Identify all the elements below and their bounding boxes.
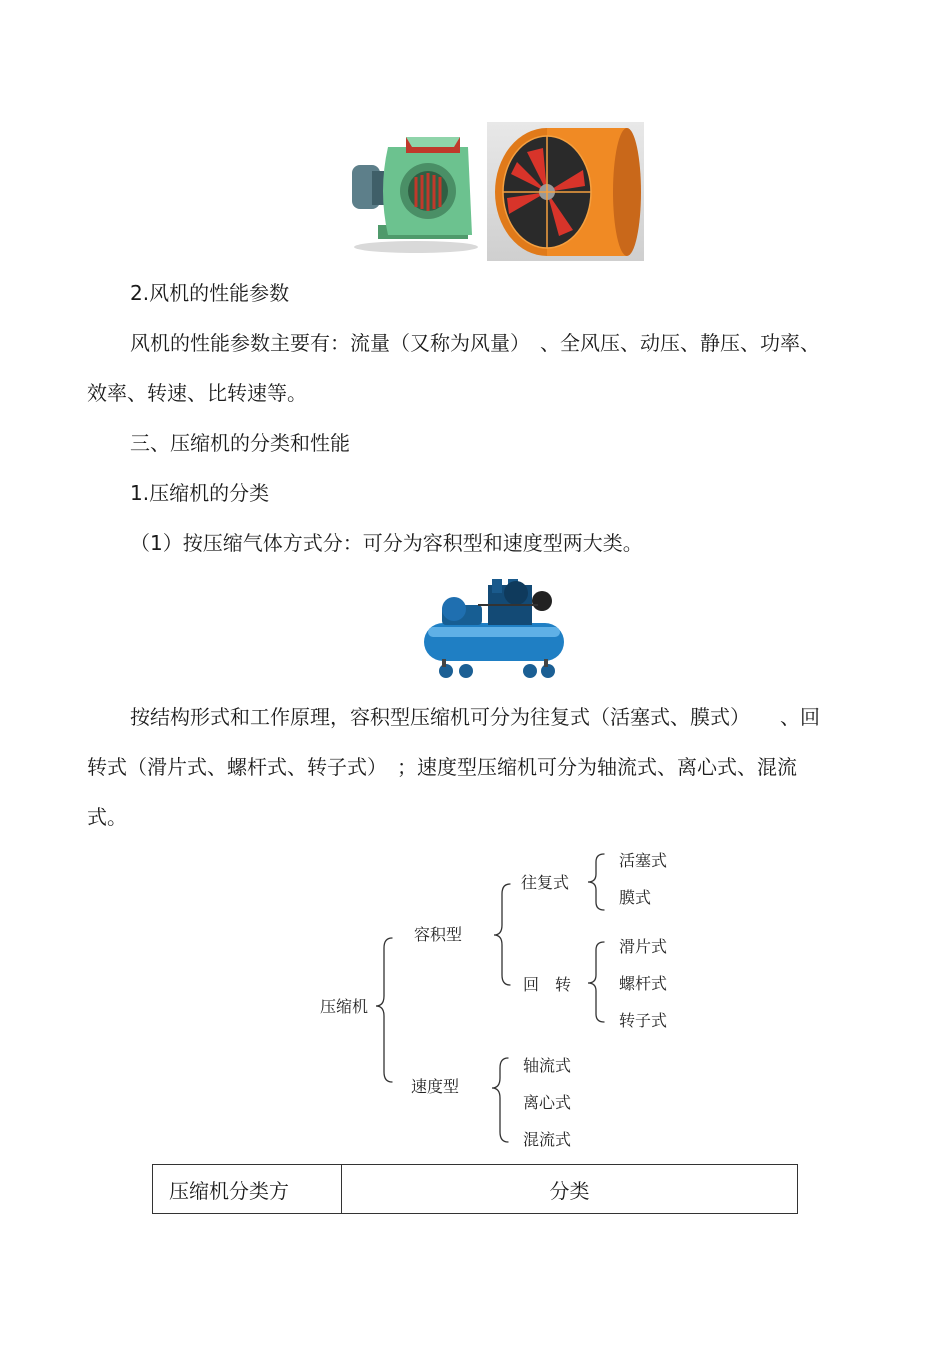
subheading-compressor-classification: 1.压缩机的分类 bbox=[130, 481, 270, 505]
tree-mixed-flow: 混流式 bbox=[523, 1130, 572, 1149]
structure-para-line-3: 式。 bbox=[87, 805, 127, 829]
tree-centrifugal: 离心式 bbox=[523, 1093, 572, 1112]
tree-sliding-vane: 滑片式 bbox=[619, 937, 668, 956]
tree-rotary: 回 转 bbox=[523, 975, 572, 994]
table-row bbox=[153, 1165, 798, 1214]
tree-axial: 轴流式 bbox=[523, 1056, 572, 1075]
classification-table bbox=[152, 1164, 798, 1214]
heading-fan-params: 2.风机的性能参数 bbox=[130, 281, 290, 305]
tree-piston: 活塞式 bbox=[619, 851, 668, 870]
tree-diaphragm: 膜式 bbox=[619, 888, 652, 907]
structure-para-line-1: 按结构形式和工作原理，容积型压缩机可分为往复式（活塞式、膜式） 、回 bbox=[130, 705, 820, 729]
fan-params-line-2: 效率、转速、比转速等。 bbox=[87, 381, 307, 405]
item-classification-by-compression: （1）按压缩气体方式分：可分为容积型和速度型两大类。 bbox=[130, 531, 643, 555]
fan-params-line-1: 风机的性能参数主要有：流量（又称为风量） 、全风压、动压、静压、功率、 bbox=[130, 331, 820, 355]
tree-screw: 螺杆式 bbox=[619, 974, 668, 993]
tree-rotor: 转子式 bbox=[619, 1011, 668, 1030]
tree-reciprocating: 往复式 bbox=[521, 873, 570, 892]
tree-root-compressor: 压缩机 bbox=[320, 997, 369, 1016]
table-header-classification: 分类 bbox=[342, 1165, 798, 1214]
structure-para-line-2: 转式（滑片式、螺杆式、转子式） ；速度型压缩机可分为轴流式、离心式、混流 bbox=[87, 755, 797, 779]
tree-positive-displacement: 容积型 bbox=[414, 925, 463, 944]
table-header-method: 压缩机分类方 bbox=[153, 1165, 342, 1214]
tree-velocity: 速度型 bbox=[411, 1077, 460, 1096]
heading-compressor: 三、压缩机的分类和性能 bbox=[130, 431, 350, 455]
